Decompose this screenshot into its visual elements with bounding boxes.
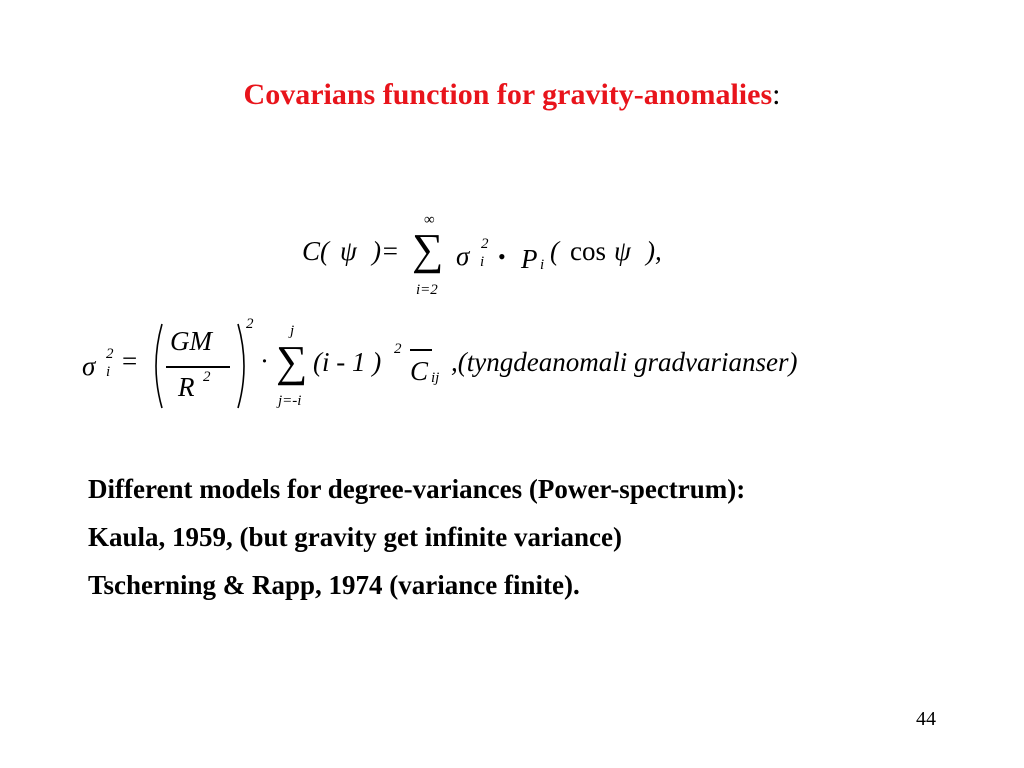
formula1-p: P	[521, 244, 538, 274]
formula1-tail: ),	[646, 236, 662, 266]
formula2-term: (i - 1 )	[313, 347, 382, 377]
formula1-sigma-sup: 2	[481, 236, 489, 252]
formula2-frac-denominator: R	[178, 372, 195, 402]
formula2-c-overbar	[410, 349, 432, 351]
formula1-cos: cos	[570, 236, 606, 266]
formula2-frac-numerator: GM	[170, 326, 212, 356]
formula2-sum-lower: j=-i	[278, 393, 302, 409]
formula1-bullet: •	[498, 244, 506, 269]
title-text: Covarians function for gravity-anomalies	[243, 78, 773, 111]
formula2-frac-den-sup: 2	[203, 369, 211, 385]
formula1-sum-symbol: ∑	[412, 225, 444, 274]
formula1-sigma: σ	[456, 241, 470, 271]
formula2-fraction-bar	[166, 366, 230, 368]
body-line-2: Kaula, 1959, (but gravity get infinite variance)	[88, 522, 622, 552]
title-colon: :	[772, 78, 781, 111]
formula2-c: C	[410, 356, 429, 386]
body-line-1: Different models for degree-variances (Power-spectrum):	[88, 474, 746, 504]
body-line-3: Tscherning & Rapp, 1974 (variance finite).	[88, 570, 580, 600]
formula2-sum-upper: j	[290, 323, 295, 339]
formula1-close-equals: )=	[372, 236, 400, 266]
page-number: 44	[916, 708, 936, 730]
formula2-sigma-sup: 2	[106, 346, 114, 362]
formula1-sum-upper: ∞	[424, 212, 435, 228]
formula2-note: ,(tyngdeanomali gradvarianser)	[451, 347, 798, 377]
formula2-sigma-sub: i	[106, 364, 111, 380]
formula1-open-paren: (	[550, 236, 559, 266]
formula2-dot: ·	[260, 346, 269, 376]
formula1-c: C(	[302, 236, 329, 266]
formula2-c-sub: ij	[431, 370, 440, 386]
formula1-p-sub: i	[540, 257, 545, 273]
formula1-psi: ψ	[340, 236, 357, 266]
slide-title	[0, 78, 1024, 112]
formula2-sigma: σ	[82, 351, 96, 381]
formula2-sum-symbol: ∑	[276, 337, 308, 386]
formula2-paren-sup: 2	[246, 316, 254, 332]
formula2-term-sup: 2	[394, 341, 402, 357]
formula2-equals: =	[122, 346, 138, 376]
formula1-psi2: ψ	[614, 236, 631, 266]
formula1-sigma-sub: i	[480, 254, 485, 270]
formula1-sum-lower: i=2	[416, 282, 438, 298]
